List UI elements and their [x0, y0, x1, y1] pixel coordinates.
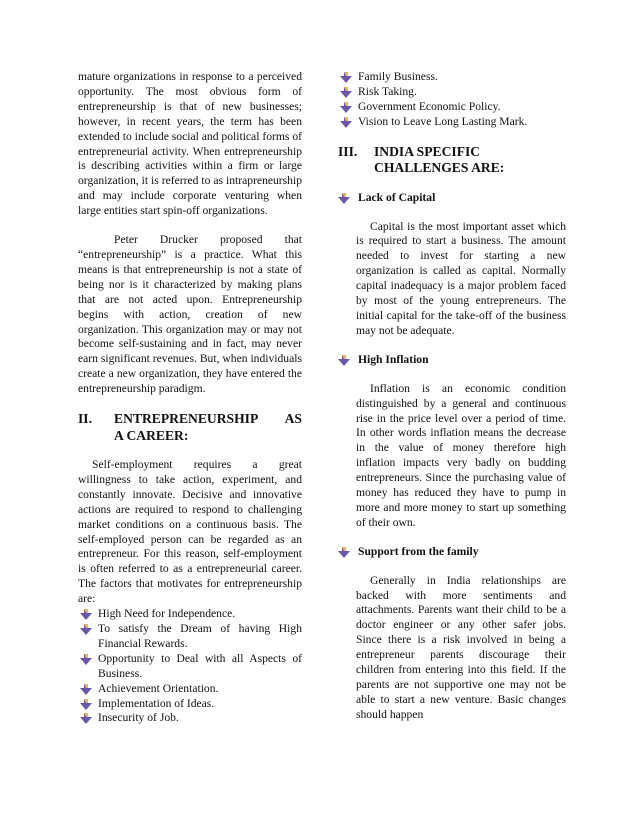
right-column: [338, 70, 566, 723]
challenge-body-family: Generally in India relationships are backed with more sentiments and attachments. Parents want their child to be a doctor engineer or any other safer jobs. Since there is a risk involved in being a entrepreneur parents discourage their children from entering into this field. If the parents are not supportive one may not be able to start a new venture. Basic changes should happen: [356, 573, 566, 721]
section-2-heading: [78, 411, 302, 444]
drucker-paragraph: Peter Drucker proposed that “entrepreneurship” is a practice. What this means is that entrepreneurship is not a state of being nor is it characterized by making plans that are not acted upon. Entrepreneurship begins with action, creation of new organization. This organization may or may not become self-sustaining and in fact, may never earn significant revenues. But, when individuals create a new organization, they have entered the entrepreneurship paradigm.: [78, 233, 302, 396]
list-item: Insecurity of Job.: [78, 711, 302, 726]
career-paragraph: Self-employment requires a great willingness to take action, experiment, and constantly innovate. Decisive and innovative actions are required to respond to challenging market conditions on a continuous basis. The self-employed person can be regarded as an entrepreneur. For this reason, self-employment is often referred to as a entrepreneurial career. The factors that motivates for entrepreneurship are:: [78, 458, 302, 606]
bullet-arrow-icon: [338, 355, 350, 366]
challenge-heading-inflation: High Inflation: [338, 353, 566, 368]
list-item: High Need for Independence.: [78, 607, 302, 622]
challenge-heading-family: Support from the family: [338, 545, 566, 560]
bullet-arrow-icon: [338, 193, 350, 204]
motivators-list: [78, 607, 302, 726]
list-item: Opportunity to Deal with all Aspects of Business.: [78, 652, 302, 682]
list-item: Family Business.: [338, 70, 566, 85]
list-item: Vision to Leave Long Lasting Mark.: [338, 115, 566, 130]
section-3-title-line1: INDIA SPECIFIC: [374, 143, 481, 159]
bullet-arrow-icon: [80, 654, 92, 665]
bullet-arrow-icon: [338, 547, 350, 558]
section-3-number: III.: [338, 143, 358, 159]
bullet-arrow-icon: [80, 609, 92, 620]
list-item: Risk Taking.: [338, 85, 566, 100]
list-item: To satisfy the Dream of having High Financial Rewards.: [78, 622, 302, 652]
section-3-heading: [338, 144, 566, 177]
section-2-title-line1: ENTREPRENEURSHIP AS: [114, 411, 302, 427]
motivators-list-continued: [338, 70, 566, 130]
bullet-arrow-icon: [340, 117, 352, 128]
list-item: Government Economic Policy.: [338, 100, 566, 115]
challenge-body-capital: Capital is the most important asset which is required to start a business. The amount needed to invest for starting a new organization is called as capital. Normally capital inadequacy is a major problem faced by most of the young entrepreneurs. The initial capital for the take-off of the business may not be adequate.: [356, 219, 566, 337]
challenge-body-inflation: Inflation is an economic condition distinguished by a general and continuous rise in the price level over a period of time. In other words inflation means the decrease in the value of money therefore high inflation impacts very badly on budding entrepreneurs. Since the purchasing value of money has reduced they have to pump in more and more money to start up something of their own.: [356, 381, 566, 529]
list-item: Implementation of Ideas.: [78, 697, 302, 712]
bullet-arrow-icon: [340, 72, 352, 83]
bullet-arrow-icon: [80, 699, 92, 710]
intro-paragraph: mature organizations in response to a perceived opportunity. The most obvious form of entrepreneurship is that of new businesses; however, in recent years, the term has been extended to include social and political forms of entrepreneurial activity. When entrepreneurship is describing activities within a firm or large organization, it is referred to as intrapreneurship and may include corporate venturing when large entities start spin-off organizations.: [78, 70, 302, 218]
bullet-arrow-icon: [80, 684, 92, 695]
bullet-arrow-icon: [80, 624, 92, 635]
bullet-arrow-icon: [340, 87, 352, 98]
left-column: [78, 70, 302, 726]
challenge-heading-capital: Lack of Capital: [338, 191, 566, 206]
list-item: Achievement Orientation.: [78, 682, 302, 697]
section-3-title-line2: CHALLENGES ARE:: [374, 160, 505, 176]
section-2-number: II.: [78, 411, 92, 427]
bullet-arrow-icon: [80, 713, 92, 724]
section-2-title-line2: A CAREER:: [114, 427, 189, 443]
bullet-arrow-icon: [340, 102, 352, 113]
